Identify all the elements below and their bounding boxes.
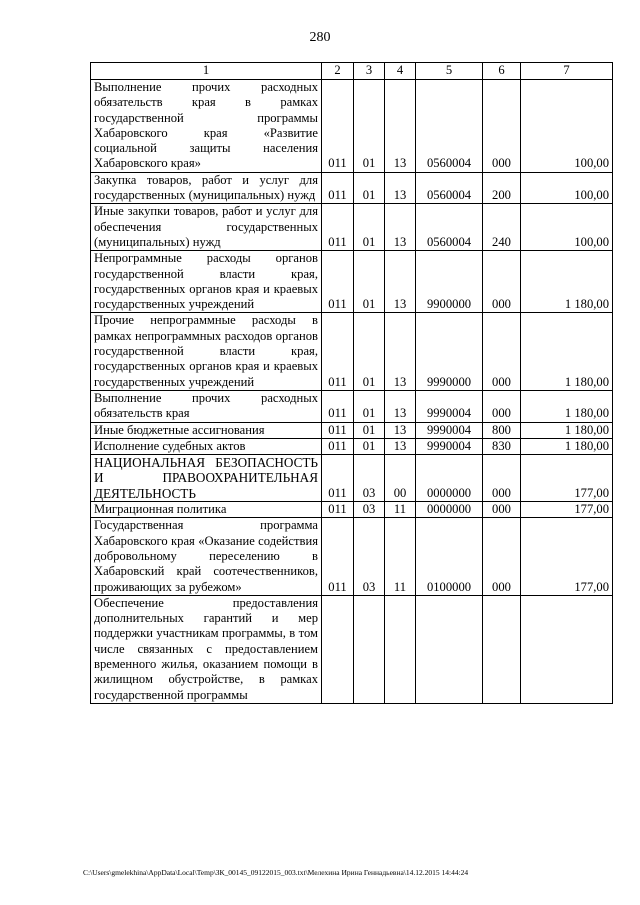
table-row	[91, 172, 613, 204]
cell-section: 01	[354, 438, 385, 454]
table-row	[91, 502, 613, 518]
cell-code: 011	[322, 204, 354, 251]
cell-amount: 1 180,00	[521, 251, 613, 313]
cell-subsection: 13	[385, 251, 416, 313]
cell-amount: 1 180,00	[521, 313, 613, 390]
cell-subsection: 13	[385, 172, 416, 204]
cell-section: 01	[354, 422, 385, 438]
row-name: Иные бюджетные ассигнования	[91, 422, 322, 438]
cell-code: 011	[322, 251, 354, 313]
cell-code: 011	[322, 502, 354, 518]
cell-amount: 177,00	[521, 518, 613, 595]
cell-type: 200	[483, 172, 521, 204]
cell-code: 011	[322, 172, 354, 204]
cell-amount: 1 180,00	[521, 422, 613, 438]
cell-target: 9990004	[416, 422, 483, 438]
cell-section: 01	[354, 80, 385, 173]
cell-type: 000	[483, 313, 521, 390]
cell-code: 011	[322, 390, 354, 422]
row-name: Непрограммные расходы органов государственной власти края, государственных органов края и краевых государственных учреждений	[91, 251, 322, 313]
cell-section: 03	[354, 455, 385, 502]
row-name: Иные закупки товаров, работ и услуг для обеспечения государственных (муниципальных) нужд	[91, 204, 322, 251]
cell-section: 01	[354, 251, 385, 313]
cell-target: 0000000	[416, 455, 483, 502]
cell-code: 011	[322, 438, 354, 454]
column-header: 3	[354, 63, 385, 80]
cell-type: 800	[483, 422, 521, 438]
column-header: 2	[322, 63, 354, 80]
cell-section: 01	[354, 204, 385, 251]
cell-type: 000	[483, 80, 521, 173]
cell-code	[322, 595, 354, 703]
cell-amount: 177,00	[521, 502, 613, 518]
cell-code: 011	[322, 518, 354, 595]
cell-section: 01	[354, 390, 385, 422]
cell-target: 0560004	[416, 172, 483, 204]
table-row	[91, 251, 613, 313]
column-header: 7	[521, 63, 613, 80]
table-row	[91, 595, 613, 703]
cell-type: 000	[483, 390, 521, 422]
row-name: Выполнение прочих расходных обязательств края в рамках государственной программы Хабаровского края «Развитие социальной защиты населения Хабаровского края»	[91, 80, 322, 173]
cell-type: 000	[483, 455, 521, 502]
row-name: Обеспечение предоставления дополнительных гарантий и мер поддержки участникам программы, в том числе связанных с предоставлением временного жилья, оказанием помощи в жилищном обустройстве, в рамках государственной программы	[91, 595, 322, 703]
table-row	[91, 518, 613, 595]
column-header: 5	[416, 63, 483, 80]
cell-amount: 1 180,00	[521, 390, 613, 422]
column-header: 1	[91, 63, 322, 80]
cell-type: 830	[483, 438, 521, 454]
cell-amount: 100,00	[521, 204, 613, 251]
cell-type: 000	[483, 502, 521, 518]
cell-section: 03	[354, 502, 385, 518]
cell-target: 9900000	[416, 251, 483, 313]
row-name: Исполнение судебных актов	[91, 438, 322, 454]
row-name: Прочие непрограммные расходы в рамках непрограммных расходов органов государственной власти края, государственных органов края и краевых государственных учреждений	[91, 313, 322, 390]
cell-amount: 100,00	[521, 80, 613, 173]
cell-code: 011	[322, 80, 354, 173]
cell-subsection: 13	[385, 80, 416, 173]
table-header-row	[91, 63, 613, 80]
table-row	[91, 438, 613, 454]
cell-subsection: 11	[385, 518, 416, 595]
row-name: Выполнение прочих расходных обязательств края	[91, 390, 322, 422]
row-name: Закупка товаров, работ и услуг для государственных (муниципальных) нужд	[91, 172, 322, 204]
column-header: 4	[385, 63, 416, 80]
footer-path: C:\Users\gmelekhina\AppData\Local\Temp\ЗК_00145_09122015_003.txt\Мелехина Ирина Геннадьевна\14.12.2015 14:44:24	[83, 868, 469, 877]
cell-amount: 177,00	[521, 455, 613, 502]
cell-section: 01	[354, 172, 385, 204]
cell-target: 0560004	[416, 204, 483, 251]
table-row	[91, 80, 613, 173]
cell-code: 011	[322, 313, 354, 390]
cell-type: 000	[483, 251, 521, 313]
cell-code: 011	[322, 455, 354, 502]
cell-subsection: 00	[385, 455, 416, 502]
cell-section: 01	[354, 313, 385, 390]
cell-target: 0100000	[416, 518, 483, 595]
cell-section: 03	[354, 518, 385, 595]
cell-subsection: 11	[385, 502, 416, 518]
table-row	[91, 390, 613, 422]
cell-type: 240	[483, 204, 521, 251]
cell-target: 0560004	[416, 80, 483, 173]
cell-amount: 1 180,00	[521, 438, 613, 454]
cell-target: 0000000	[416, 502, 483, 518]
cell-section	[354, 595, 385, 703]
cell-subsection: 13	[385, 204, 416, 251]
cell-target: 9990004	[416, 390, 483, 422]
cell-subsection: 13	[385, 390, 416, 422]
row-name: Государственная программа Хабаровского края «Оказание содействия добровольному переселению в Хабаровский край соотечественников, проживающих за рубежом»	[91, 518, 322, 595]
row-name: Миграционная политика	[91, 502, 322, 518]
table-row	[91, 455, 613, 502]
table-row	[91, 313, 613, 390]
cell-subsection: 13	[385, 422, 416, 438]
column-header: 6	[483, 63, 521, 80]
cell-target	[416, 595, 483, 703]
cell-subsection	[385, 595, 416, 703]
cell-type	[483, 595, 521, 703]
cell-amount: 100,00	[521, 172, 613, 204]
page-number: 280	[309, 30, 331, 45]
cell-target: 9990004	[416, 438, 483, 454]
cell-type: 000	[483, 518, 521, 595]
table-row	[91, 422, 613, 438]
cell-amount	[521, 595, 613, 703]
cell-subsection: 13	[385, 438, 416, 454]
cell-target: 9990000	[416, 313, 483, 390]
budget-table	[90, 62, 613, 704]
row-name: НАЦИОНАЛЬНАЯ БЕЗОПАСНОСТЬ И ПРАВООХРАНИТЕЛЬНАЯ ДЕЯТЕЛЬНОСТЬ	[91, 455, 322, 502]
cell-subsection: 13	[385, 313, 416, 390]
cell-code: 011	[322, 422, 354, 438]
table-row	[91, 204, 613, 251]
